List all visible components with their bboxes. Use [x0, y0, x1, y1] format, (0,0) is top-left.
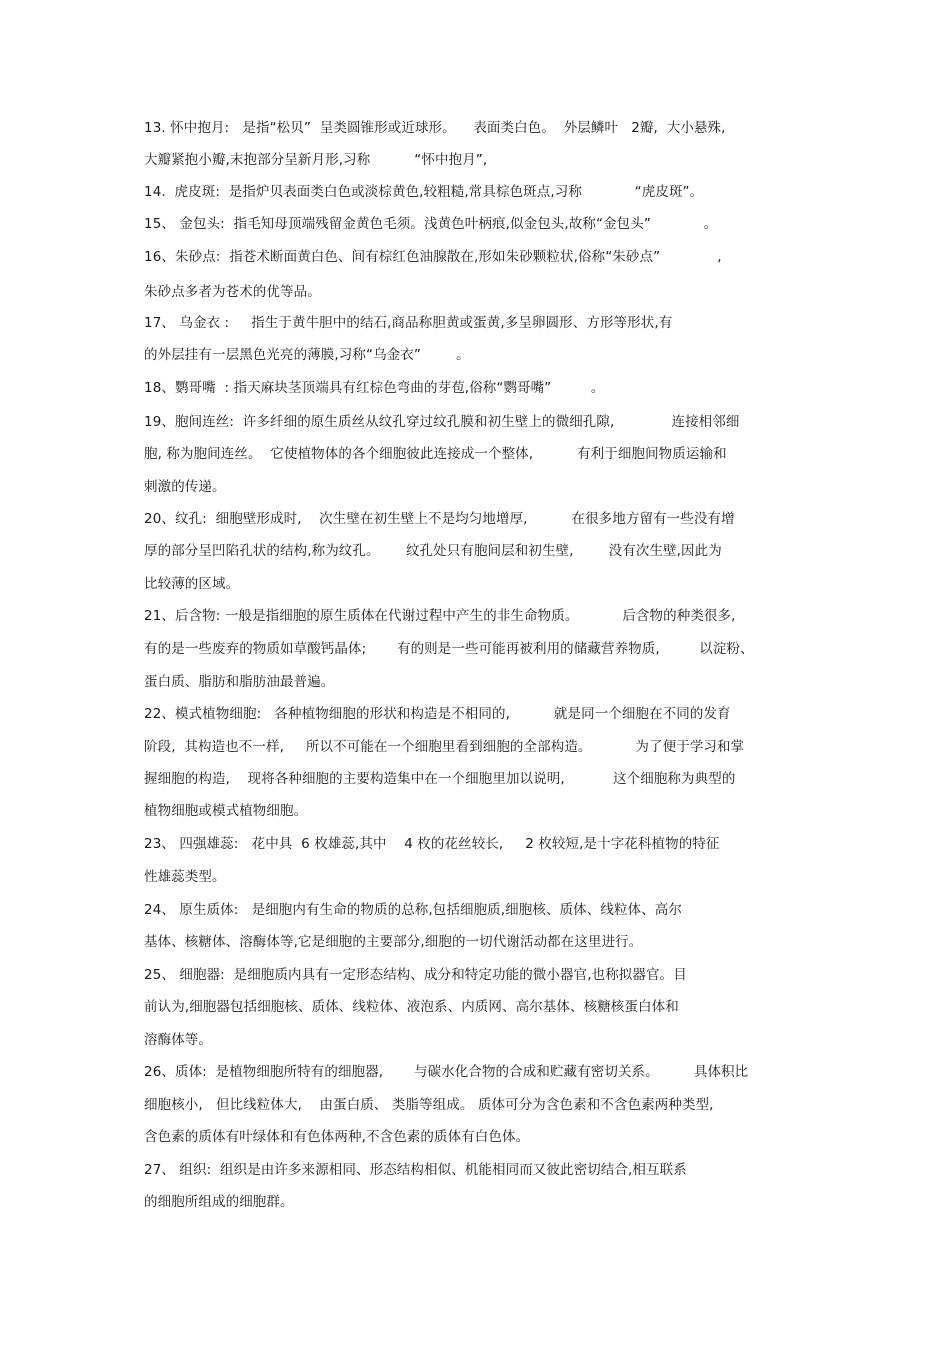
text-line-16-a: 16、朱砂点: 指苍术断面黄白色、间有棕红色油腺散在,形如朱砂颗粒状,俗称“朱砂点” ,	[144, 249, 722, 265]
text-line-15: 15、 金包头: 指毛知母顶端残留金黄色毛须。浅黄色叶柄痕,似金包头,故称“金包头” 。	[144, 216, 718, 232]
text-line-25-c: 溶酶体等。	[144, 1032, 212, 1048]
text-line-26-c: 含色素的质体有叶绿体和有色体两种,不含色素的质体有白色体。	[144, 1129, 530, 1145]
text-line-20-a: 20、纹孔: 细胞壁形成时, 次生壁在初生壁上不是均匀地增厚, 在很多地方留有一些没有增	[144, 511, 735, 527]
text-line-24-b: 基体、核糖体、溶酶体等,它是细胞的主要部分,细胞的一切代谢活动都在这里进行。	[144, 934, 643, 950]
text-line-21-b: 有的是一些废弃的物质如草酸钙晶体; 有的则是一些可能再被利用的储藏营养物质, 以淀粉、	[144, 641, 754, 657]
text-line-21-a: 21、后含物: 一般是指细胞的原生质体在代谢过程中产生的非生命物质。 后含物的种类很多,	[144, 608, 736, 624]
text-line-27-b: 的细胞所组成的细胞群。	[144, 1194, 294, 1210]
text-line-20-b: 厚的部分呈凹陷孔状的结构,称为纹孔。 纹孔处只有胞间层和初生壁, 没有次生壁,因此为	[144, 543, 722, 559]
text-line-14: 14. 虎皮斑: 是指炉贝表面类白色或淡棕黄色,较粗糙,常具棕色斑点,习称 “虎皮斑”。	[144, 184, 704, 200]
text-line-22-a: 22、模式植物细胞: 各种植物细胞的形状和构造是不相同的, 就是同一个细胞在不同的发育	[144, 706, 731, 722]
text-line-16-b: 朱砂点多者为苍术的优等品。	[144, 284, 321, 300]
text-line-17-b: 的外层挂有一层黑色光亮的薄膜,习称“乌金衣” 。	[144, 347, 470, 363]
text-line-22-d: 植物细胞或模式植物细胞。	[144, 803, 308, 819]
text-line-18: 18、鹦哥嘴 : 指天麻块茎顶端具有红棕色弯曲的芽苞,俗称“鹦哥嘴” 。	[144, 380, 605, 396]
text-line-21-c: 蛋白质、脂肪和脂肪油最普遍。	[144, 674, 335, 690]
text-line-27-a: 27、 组织: 组织是由许多来源相同、形态结构相似、机能相同而又彼此密切结合,相互联系	[144, 1162, 687, 1178]
text-line-25-b: 前认为,细胞器包括细胞核、质体、线粒体、液泡系、内质网、高尔基体、核糖核蛋白体和	[144, 999, 679, 1015]
text-line-20-c: 比较薄的区域。	[144, 576, 240, 592]
text-line-23-b: 性雄蕊类型。	[144, 869, 226, 885]
text-line-19-a: 19、胞间连丝: 许多纤细的原生质丝从纹孔穿过纹孔膜和初生壁上的微细孔隙, 连接相邻细	[144, 414, 740, 430]
text-line-25-a: 25、 细胞器: 是细胞质内具有一定形态结构、成分和特定功能的微小器官,也称拟器官。目	[144, 967, 687, 983]
text-line-22-b: 阶段, 其构造也不一样, 所以不可能在一个细胞里看到细胞的全部构造。 为了便于学习和掌	[144, 739, 745, 755]
text-line-19-c: 刺激的传递。	[144, 479, 226, 495]
text-line-13-a: 13. 怀中抱月: 是指“松贝” 呈类圆锥形或近球形。 表面类白色。 外层鳞叶 2瓣, 大小悬殊,	[144, 120, 726, 136]
text-line-26-b: 细胞核小, 但比线粒体大, 由蛋白质、 类脂等组成。 质体可分为含色素和不含色素两种类型,	[144, 1097, 714, 1113]
text-line-19-b: 胞, 称为胞间连丝。 它使植物体的各个细胞彼此连接成一个整体, 有利于细胞间物质运输和	[144, 446, 727, 462]
text-line-26-a: 26、质体: 是植物细胞所特有的细胞器, 与碳水化合物的合成和贮藏有密切关系。 具体积比	[144, 1064, 749, 1080]
text-line-22-c: 握细胞的构造, 现将各种细胞的主要构造集中在一个细胞里加以说明, 这个细胞称为典型的	[144, 771, 736, 787]
text-line-17-a: 17、 乌金衣 : 指生于黄牛胆中的结石,商品称胆黄或蛋黄,多呈卵圆形、方形等形状,有	[144, 315, 673, 331]
text-line-24-a: 24、 原生质体: 是细胞内有生命的物质的总称,包括细胞质,细胞核、质体、线粒体、高尔	[144, 902, 682, 918]
text-line-13-b: 大瓣紧抱小瓣,末抱部分呈新月形,习称 “怀中抱月”,	[144, 152, 488, 168]
text-line-23-a: 23、 四强雄蕊: 花中具 6 枚雄蕊,其中 4 枚的花丝较长, 2 枚较短,是十字花科植物的特征	[144, 836, 720, 852]
